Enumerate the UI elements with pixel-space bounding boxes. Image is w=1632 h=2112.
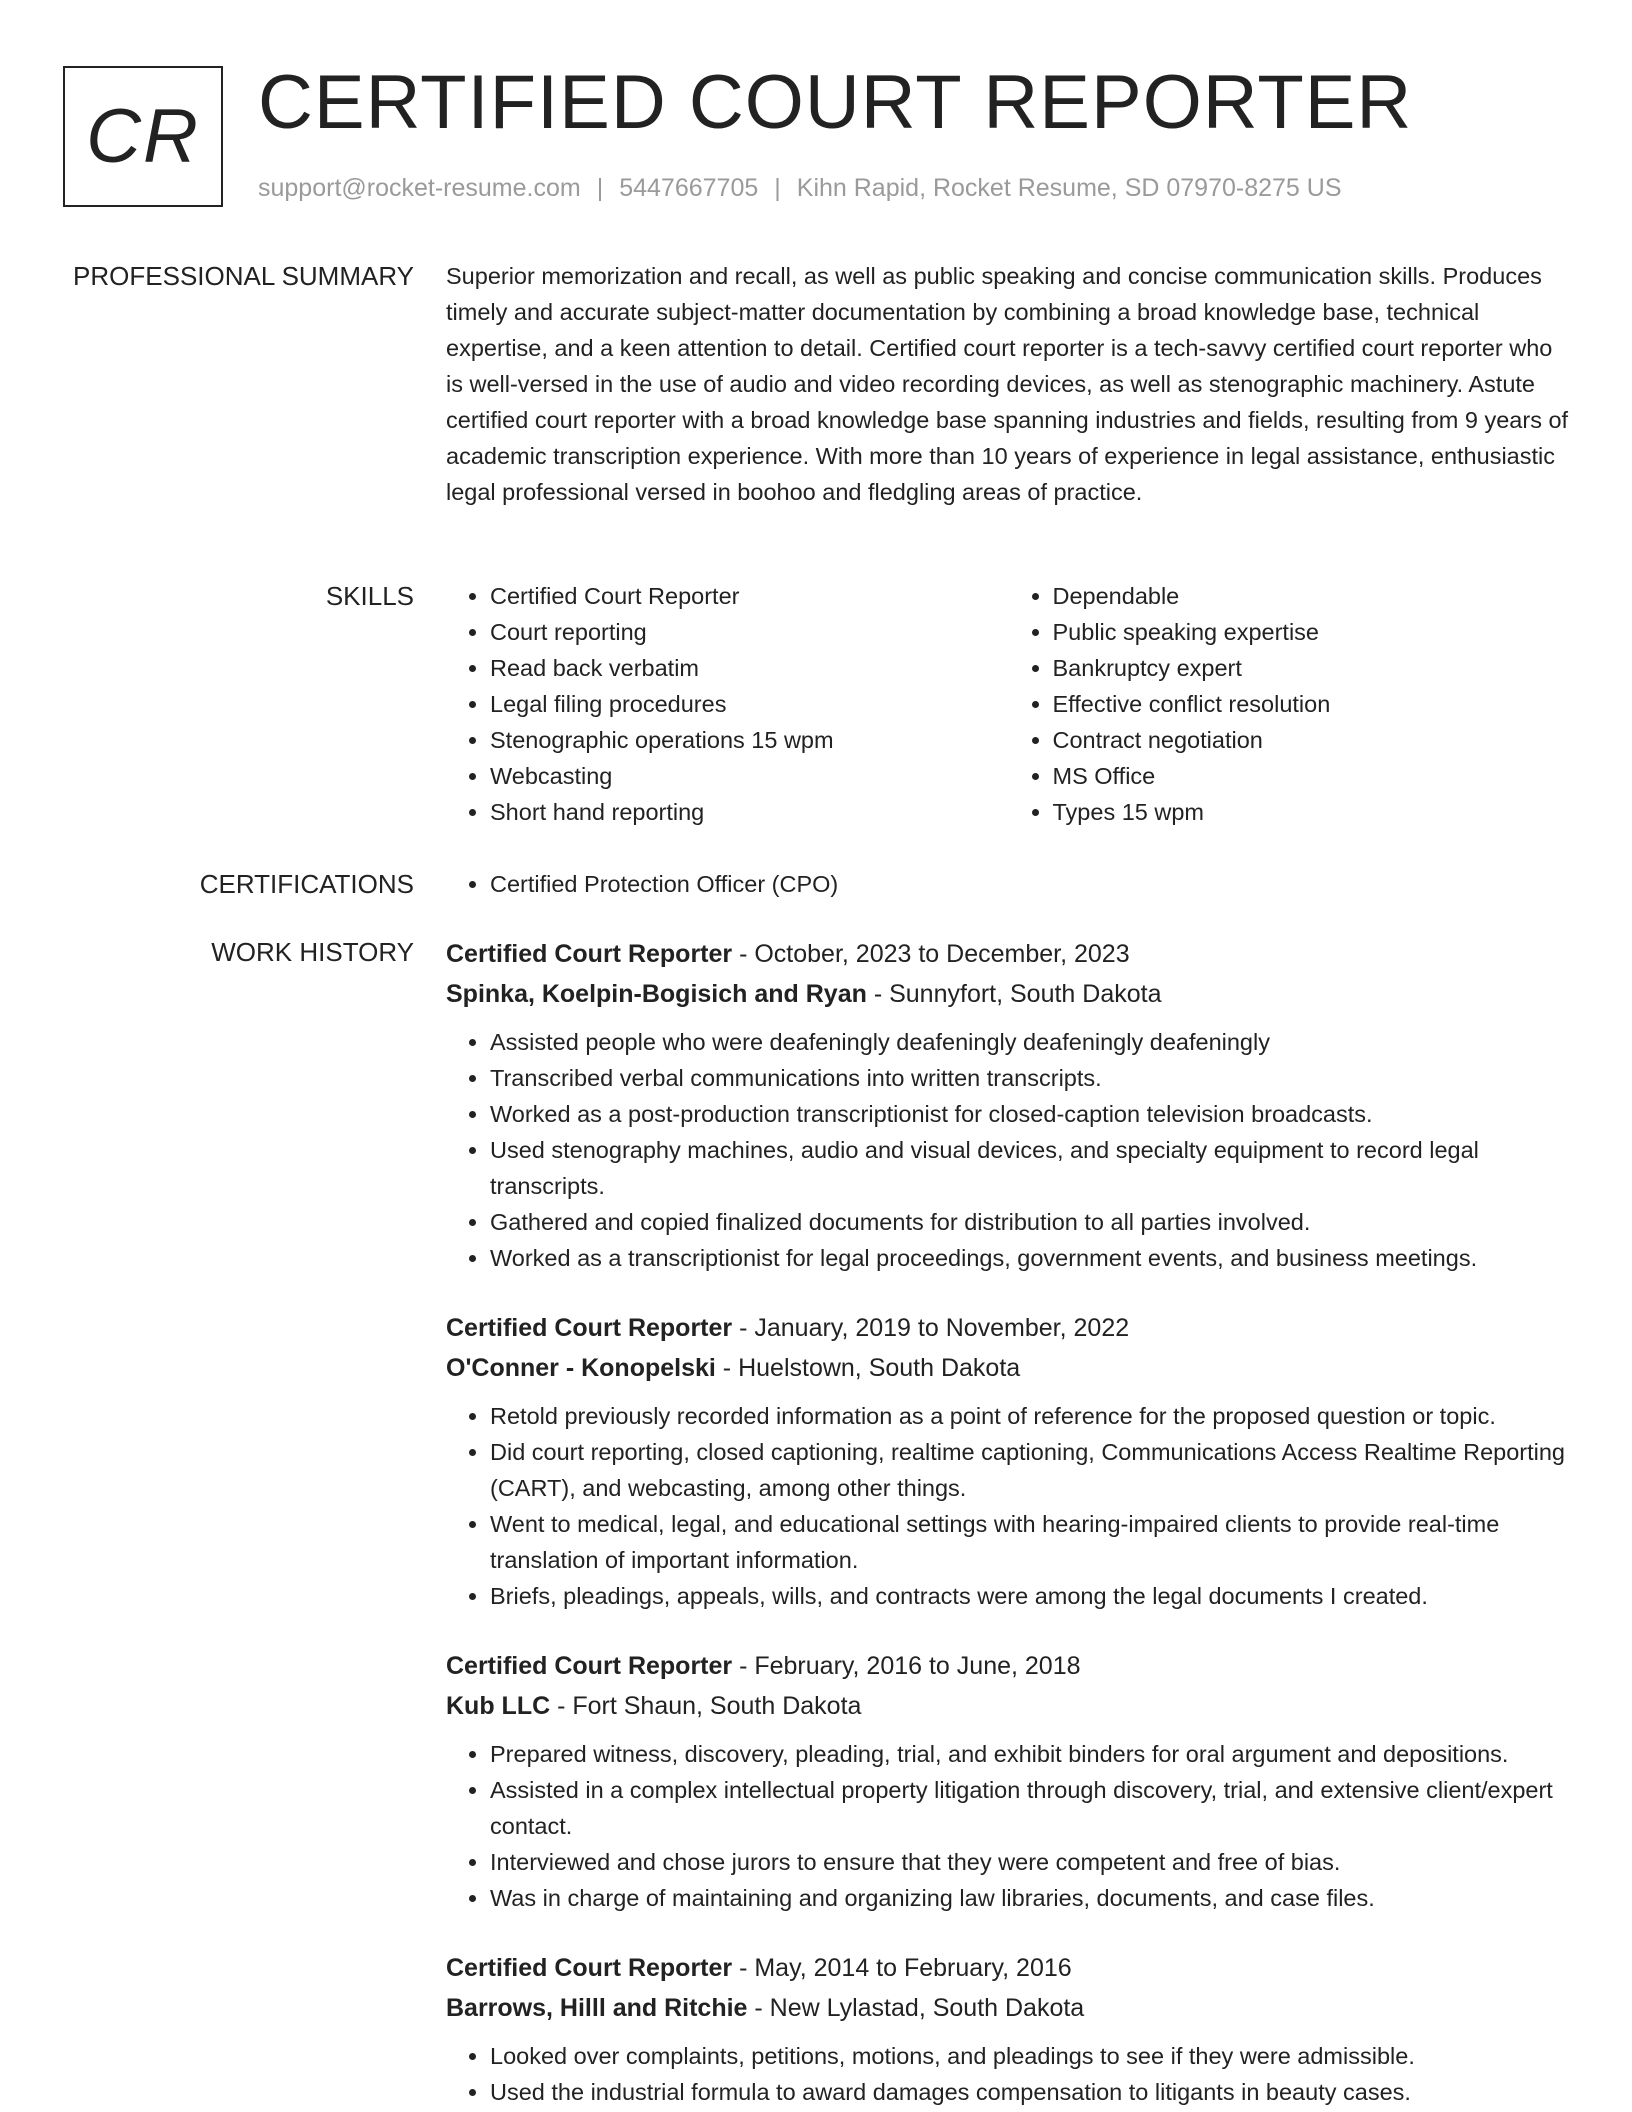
job-entry [446, 1646, 1571, 1916]
skill-item: • Court reporting [490, 614, 1009, 650]
job-duty: • Worked as a post-production transcriptionist for closed-caption television broadcasts. [490, 1096, 1571, 1132]
certification-item: • Certified Protection Officer (CPO) [490, 866, 1571, 902]
job-dates: - February, 2016 to June, 2018 [732, 1652, 1081, 1680]
job-company-line [446, 1686, 1571, 1726]
job-duty: • Worked as a transcriptionist for legal proceedings, government events, and business meetings. [490, 1240, 1571, 1276]
skill-item: • Public speaking expertise [1053, 614, 1572, 650]
job-title: Certified Court Reporter [446, 940, 733, 968]
job-duty: • Gathered and copied finalized documents for distribution to all parties involved. [490, 1204, 1571, 1240]
job-duty: • Briefs, pleadings, appeals, wills, and contracts were among the legal documents I created. [490, 1578, 1571, 1614]
job-company: Spinka, Koelpin-Bogisich and Ryan [446, 980, 867, 1008]
job-duties [446, 1736, 1571, 1916]
job-company: Barrows, Hilll and Ritchie [446, 1994, 748, 2022]
job-company: Kub LLC [446, 1692, 551, 1720]
monogram-initials: CR [86, 94, 200, 179]
job-duty: • Did court reporting, closed captioning, realtime captioning, Communications Access Realtime Reporting (CART), and webcasting, among other things. [490, 1434, 1571, 1506]
job-location: - Sunnyfort, South Dakota [866, 980, 1162, 1008]
job-duty: • Assisted in a complex intellectual property litigation through discovery, trial, and extensive client/expert contact. [490, 1772, 1571, 1844]
job-location: - Huelstown, South Dakota [715, 1354, 1021, 1382]
job-duty: • Interviewed and chose jurors to ensure that they were competent and free of bias. [490, 1844, 1571, 1880]
job-entry [446, 1308, 1571, 1614]
section-heading-certifications: CERTIFICATIONS [199, 869, 414, 899]
job-dates: - January, 2019 to November, 2022 [732, 1314, 1130, 1342]
job-title: Certified Court Reporter [446, 1954, 733, 1982]
job-duty: • Looked over complaints, petitions, motions, and pleadings to see if they were admissible. [490, 2038, 1571, 2074]
job-title-line [446, 1308, 1571, 1348]
job-location: - Fort Shaun, South Dakota [550, 1692, 862, 1720]
job-dates: - May, 2014 to February, 2016 [732, 1954, 1072, 1982]
job-duties [446, 1024, 1571, 1276]
skill-item: • Webcasting [490, 758, 1009, 794]
contact-separator: | [596, 174, 604, 202]
section-heading-work-history: WORK HISTORY [211, 937, 414, 967]
summary-text: Superior memorization and recall, as well as public speaking and concise communication skills. Produces timely and accurate subject-matter documentation by combining a broad knowledge base, technical expertise, and a keen attention to detail. Certified court reporter is a tech-savvy certified court reporter who is well-versed in the use of audio and video recording devices, as well as stenographic machinery. Astute certified court reporter with a broad knowledge base spanning industries and fields, resulting from 9 years of academic transcription experience. With more than 10 years of experience in legal assistance, enthusiastic legal professional versed in boohoo and fledgling areas of practice. [446, 263, 1569, 505]
skills-columns [446, 578, 1571, 830]
job-company-line [446, 1988, 1571, 2028]
certifications-list [446, 866, 1571, 902]
job-company-line [446, 1348, 1571, 1388]
job-dates: - October, 2023 to December, 2023 [732, 940, 1130, 968]
skill-item: • Bankruptcy expert [1053, 650, 1572, 686]
job-company: O'Conner - Konopelski [446, 1354, 716, 1382]
job-duty: • Prepared witness, discovery, pleading, trial, and exhibit binders for oral argument and depositions. [490, 1736, 1571, 1772]
job-title: Certified Court Reporter [446, 1314, 733, 1342]
job-duty: • Used stenography machines, audio and visual devices, and specialty equipment to record legal transcripts. [490, 1132, 1571, 1204]
skills-list-right [1009, 578, 1572, 830]
job-duty: • Retold previously recorded information as a point of reference for the proposed question or topic. [490, 1398, 1571, 1434]
skill-item: • Types 15 wpm [1053, 794, 1572, 830]
skill-item: • Contract negotiation [1053, 722, 1572, 758]
skills-list-left [446, 578, 1009, 830]
section-heading-skills: SKILLS [325, 581, 414, 611]
job-duty: • Was in charge of maintaining and organizing law libraries, documents, and case files. [490, 1880, 1571, 1916]
skill-item: • Read back verbatim [490, 650, 1009, 686]
section-heading-summary: PROFESSIONAL SUMMARY [73, 261, 414, 291]
job-title: Certified Court Reporter [446, 1652, 733, 1680]
job-duties [446, 1398, 1571, 1614]
job-title-line [446, 934, 1571, 974]
skill-item: • Certified Court Reporter [490, 578, 1009, 614]
job-duty: • Assisted people who were deafeningly deafeningly deafeningly deafeningly [490, 1024, 1571, 1060]
contact-email[interactable]: support@rocket-resume.com [258, 174, 581, 202]
page-title: CERTIFIED COURT REPORTER [258, 60, 1413, 145]
job-title-line [446, 1646, 1571, 1686]
job-duty: • Transcribed verbal communications into written transcripts. [490, 1060, 1571, 1096]
skill-item: • Short hand reporting [490, 794, 1009, 830]
contact-separator: | [774, 174, 781, 202]
monogram-box [63, 66, 223, 207]
job-company-line [446, 974, 1571, 1014]
skill-item: • Dependable [1053, 578, 1572, 614]
job-entry [446, 934, 1571, 1276]
skill-item: • Legal filing procedures [490, 686, 1009, 722]
contact-phone[interactable]: 5447667705 [619, 174, 759, 202]
skill-item: • Stenographic operations 15 wpm [490, 722, 1009, 758]
contact-line [258, 174, 1342, 203]
job-location: - New Lylastad, South Dakota [747, 1994, 1085, 2022]
contact-address: Kihn Rapid, Rocket Resume, SD 07970-8275 US [796, 174, 1342, 202]
skill-item: • MS Office [1053, 758, 1572, 794]
job-duty: • Used the industrial formula to award damages compensation to litigants in beauty cases. [490, 2074, 1571, 2110]
job-entry [446, 1948, 1571, 2110]
job-duty: • Went to medical, legal, and educational settings with hearing-impaired clients to provide real-time translation of important information. [490, 1506, 1571, 1578]
job-duties [446, 2038, 1571, 2110]
skill-item: • Effective conflict resolution [1053, 686, 1572, 722]
job-title-line [446, 1948, 1571, 1988]
